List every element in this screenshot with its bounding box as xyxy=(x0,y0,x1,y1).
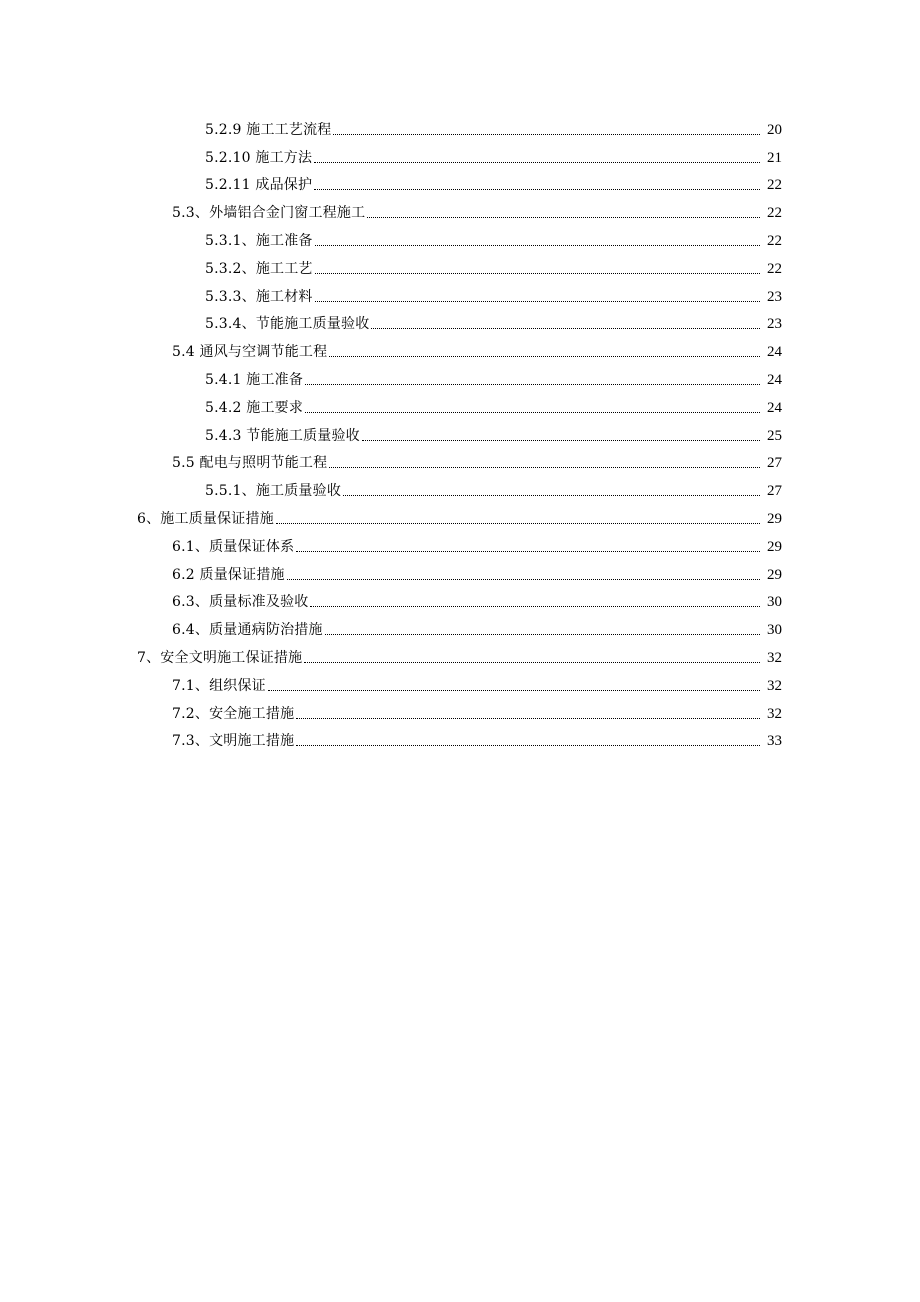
toc-entry-page: 29 xyxy=(767,566,782,583)
toc-entry-title: 5.4.3 节能施工质量验收 xyxy=(205,427,360,444)
toc-dot-leader xyxy=(333,134,760,135)
toc-dot-leader xyxy=(329,356,760,357)
toc-entry-page: 25 xyxy=(767,427,782,444)
toc-dot-leader xyxy=(305,412,760,413)
toc-dot-leader xyxy=(314,189,760,190)
toc-entry-title: 5.3.1、施工准备 xyxy=(205,232,313,249)
toc-entry-title: 5.5 配电与照明节能工程 xyxy=(172,455,328,472)
toc-entry[interactable] xyxy=(0,529,920,557)
toc-entry[interactable] xyxy=(0,168,920,196)
toc-entry-page: 32 xyxy=(767,649,782,666)
toc-entry-page: 24 xyxy=(767,371,782,388)
toc-entry-title: 7.3、文明施工措施 xyxy=(172,733,295,750)
toc-entry-title: 5.3、外墙铝合金门窗工程施工 xyxy=(172,205,366,222)
toc-dot-leader xyxy=(287,579,760,580)
toc-entry-title: 7、安全文明施工保证措施 xyxy=(137,649,303,666)
toc-entry-page: 30 xyxy=(767,622,782,639)
toc-entry-page: 21 xyxy=(767,149,782,166)
toc-entry-title: 5.4.2 施工要求 xyxy=(205,399,304,416)
toc-entry-title: 5.4.1 施工准备 xyxy=(205,371,304,388)
toc-entry[interactable] xyxy=(0,668,920,696)
toc-dot-leader xyxy=(371,328,760,329)
toc-dot-leader xyxy=(296,551,760,552)
toc-dot-leader xyxy=(276,523,760,524)
toc-dot-leader xyxy=(304,662,760,663)
toc-entry[interactable] xyxy=(0,112,920,140)
toc-dot-leader xyxy=(296,718,760,719)
toc-dot-leader xyxy=(362,440,760,441)
toc-entry-title: 6.1、质量保证体系 xyxy=(172,538,295,555)
toc-entry-page: 22 xyxy=(767,205,782,222)
toc-entry[interactable] xyxy=(0,140,920,168)
toc-entry-title: 6.2 质量保证措施 xyxy=(172,566,285,583)
toc-entry-title: 5.2.10 施工方法 xyxy=(205,149,313,166)
toc-entry-title: 7.1、组织保证 xyxy=(172,677,266,694)
toc-dot-leader xyxy=(315,245,760,246)
toc-entry[interactable] xyxy=(0,362,920,390)
toc-entry[interactable] xyxy=(0,307,920,335)
toc-entry-page: 23 xyxy=(767,288,782,305)
toc-entry[interactable] xyxy=(0,612,920,640)
toc-dot-leader xyxy=(268,690,760,691)
toc-entry-title: 6.3、质量标准及验收 xyxy=(172,594,309,611)
toc-entry[interactable] xyxy=(0,585,920,613)
toc-entry-page: 32 xyxy=(767,705,782,722)
toc-entry-title: 7.2、安全施工措施 xyxy=(172,705,295,722)
toc-entry[interactable] xyxy=(0,501,920,529)
toc-entry[interactable] xyxy=(0,195,920,223)
toc-entry-page: 22 xyxy=(767,260,782,277)
toc-entry-page: 23 xyxy=(767,316,782,333)
toc-entry[interactable] xyxy=(0,279,920,307)
toc-entry-title: 5.4 通风与空调节能工程 xyxy=(172,344,328,361)
toc-entry-page: 24 xyxy=(767,344,782,361)
toc-entry[interactable] xyxy=(0,557,920,585)
toc-entry[interactable] xyxy=(0,418,920,446)
toc-entry[interactable] xyxy=(0,446,920,474)
toc-dot-leader xyxy=(343,495,760,496)
toc-dot-leader xyxy=(296,745,760,746)
toc-entry-title: 5.2.9 施工工艺流程 xyxy=(205,121,332,138)
table-of-contents xyxy=(0,112,920,751)
toc-entry-page: 33 xyxy=(767,733,782,750)
toc-dot-leader xyxy=(315,273,760,274)
toc-entry[interactable] xyxy=(0,223,920,251)
toc-entry[interactable] xyxy=(0,640,920,668)
toc-entry[interactable] xyxy=(0,696,920,724)
toc-entry-title: 5.5.1、施工质量验收 xyxy=(205,483,342,500)
toc-dot-leader xyxy=(367,217,760,218)
toc-dot-leader xyxy=(325,634,760,635)
toc-entry-title: 5.2.11 成品保护 xyxy=(205,177,313,194)
toc-entry[interactable] xyxy=(0,251,920,279)
toc-entry-page: 32 xyxy=(767,677,782,694)
toc-dot-leader xyxy=(329,467,760,468)
toc-entry-title: 5.3.2、施工工艺 xyxy=(205,260,313,277)
toc-entry-page: 22 xyxy=(767,177,782,194)
toc-entry-page: 27 xyxy=(767,455,782,472)
toc-entry-page: 29 xyxy=(767,538,782,555)
toc-entry[interactable] xyxy=(0,724,920,752)
toc-entry-title: 6、施工质量保证措施 xyxy=(137,510,274,527)
toc-entry-page: 20 xyxy=(767,121,782,138)
toc-entry-page: 27 xyxy=(767,483,782,500)
toc-entry-title: 5.3.3、施工材料 xyxy=(205,288,313,305)
toc-entry[interactable] xyxy=(0,390,920,418)
toc-dot-leader xyxy=(305,384,760,385)
toc-entry-page: 24 xyxy=(767,399,782,416)
toc-entry-title: 5.3.4、节能施工质量验收 xyxy=(205,316,370,333)
toc-dot-leader xyxy=(314,162,760,163)
toc-entry[interactable] xyxy=(0,473,920,501)
toc-entry-title: 6.4、质量通病防治措施 xyxy=(172,622,323,639)
toc-dot-leader xyxy=(310,606,760,607)
toc-entry-page: 22 xyxy=(767,232,782,249)
toc-entry-page: 29 xyxy=(767,510,782,527)
toc-entry-page: 30 xyxy=(767,594,782,611)
toc-entry[interactable] xyxy=(0,334,920,362)
toc-dot-leader xyxy=(315,301,760,302)
